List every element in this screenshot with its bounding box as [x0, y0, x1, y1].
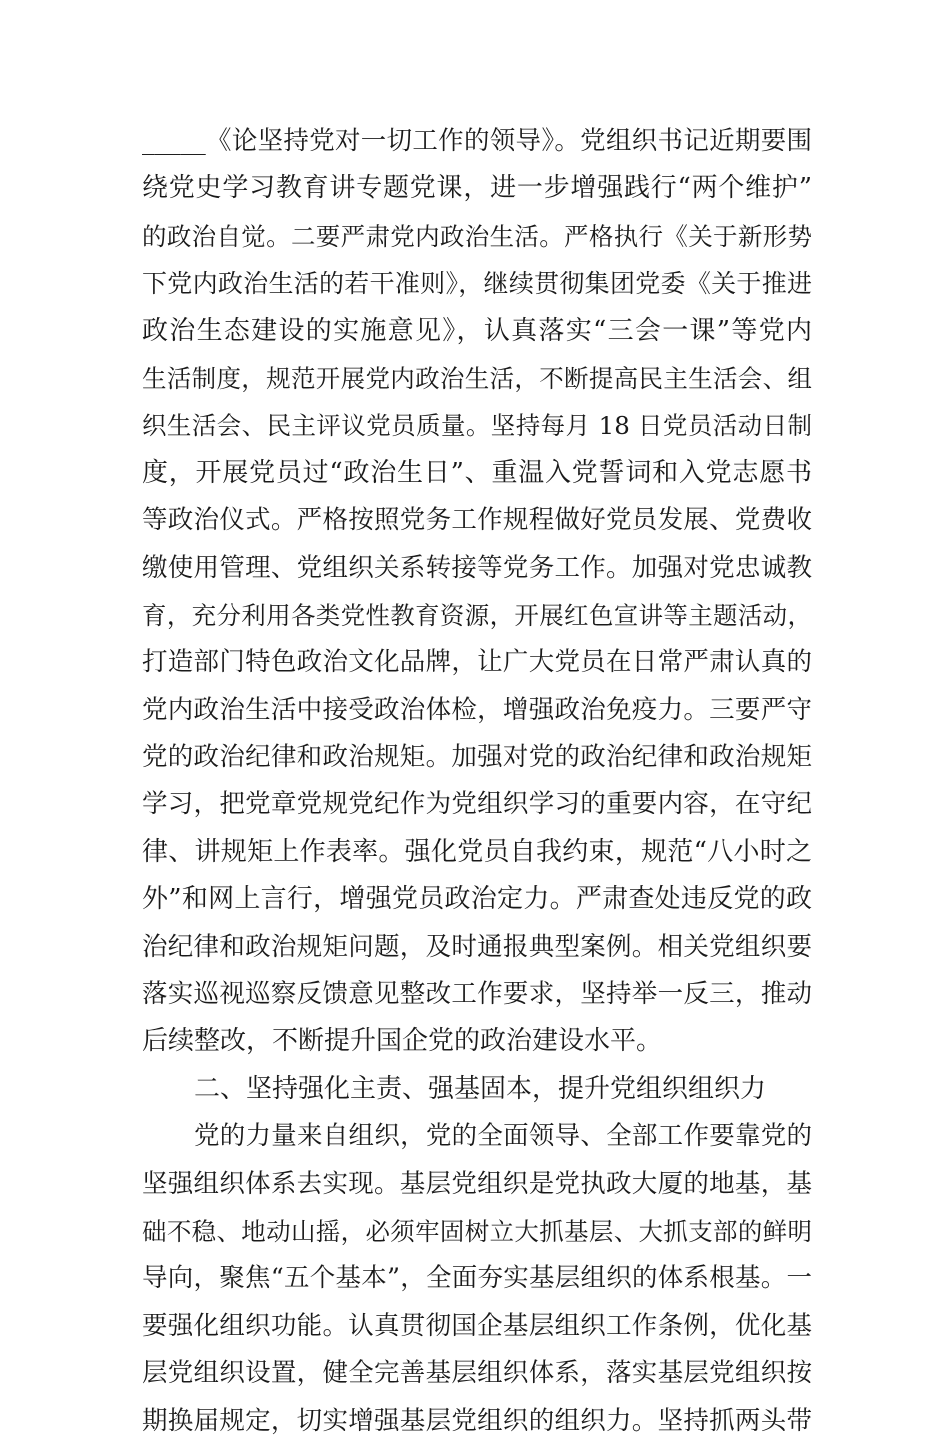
- text-line: 党的力量来自组织，党的全面领导、全部工作要靠党的: [194, 1121, 812, 1152]
- text-line: 学习，把党章党规党纪作为党组织学习的重要内容，在守纪: [142, 789, 812, 820]
- text-line: 治纪律和政治规矩问题，及时通报典型案例。相关党组织要: [142, 931, 812, 962]
- text-line: 度，开展党员过“政治生日”、重温入党誓词和入党志愿书: [142, 457, 812, 488]
- text-line: 导向，聚焦“五个基本”，全面夯实基层组织的体系根基。一: [142, 1263, 812, 1294]
- text-line: 育，充分利用各类党性教育资源，开展红色宣讲等主题活动，: [142, 600, 812, 630]
- text-line: 织生活会、民主评议党员质量。坚持每月 18 日党员活动日制: [142, 411, 812, 441]
- text-line: _____《论坚持党对一切工作的领导》。党组织书记近期要围: [142, 126, 812, 156]
- text-line: 后续整改，不断提升国企党的政治建设水平。: [142, 1026, 663, 1057]
- text-line: 外”和网上言行，增强党员政治定力。严肃查处违反党的政: [142, 884, 812, 915]
- text-line: 础不稳、地动山摇，必须牢固树立大抓基层、大抓支部的鲜明: [142, 1216, 812, 1246]
- text-line: 等政治仪式。严格按照党务工作规程做好党员发展、党费收: [142, 505, 812, 536]
- text-line: 要强化组织功能。认真贯彻国企基层组织工作条例，优化基: [142, 1310, 812, 1341]
- body-text: [142, 118, 812, 1445]
- text-line: 党的政治纪律和政治规矩。加强对党的政治纪律和政治规矩: [142, 742, 812, 773]
- text-line: 绕党史学习教育讲专题党课，进一步增强践行“两个维护”: [142, 173, 812, 204]
- text-line: 律、讲规矩上作表率。强化党员自我约束，规范“八小时之: [142, 836, 812, 867]
- text-line: 党内政治生活中接受政治体检，增强政治免疫力。三要严守: [142, 694, 812, 725]
- text-line: 坚强组织体系去实现。基层党组织是党执政大厦的地基，基: [142, 1168, 812, 1199]
- section-heading: 二、坚持强化主责、强基固本，提升党组织组织力: [194, 1073, 767, 1104]
- text-line: 期换届规定，切实增强基层党组织的组织力。坚持抓两头带: [142, 1405, 812, 1436]
- text-line: 下党内政治生活的若干准则》，继续贯彻集团党委《关于推进: [142, 269, 812, 299]
- text-line: 打造部门特色政治文化品牌，让广大党员在日常严肃认真的: [142, 647, 812, 678]
- text-line: 的政治自觉。二要严肃党内政治生活。严格执行《关于新形势: [142, 221, 812, 251]
- text-line: 缴使用管理、党组织关系转接等党务工作。加强对党忠诚教: [142, 552, 812, 583]
- text-line: 生活制度，规范开展党内政治生活，不断提高民主生活会、组: [142, 363, 812, 393]
- text-line: 政治生态建设的实施意见》，认真落实“三会一课”等党内: [142, 315, 812, 346]
- text-line: 落实巡视巡察反馈意见整改工作要求，坚持举一反三，推动: [142, 979, 812, 1010]
- text-line: 层党组织设置，健全完善基层组织体系，落实基层党组织按: [142, 1358, 812, 1389]
